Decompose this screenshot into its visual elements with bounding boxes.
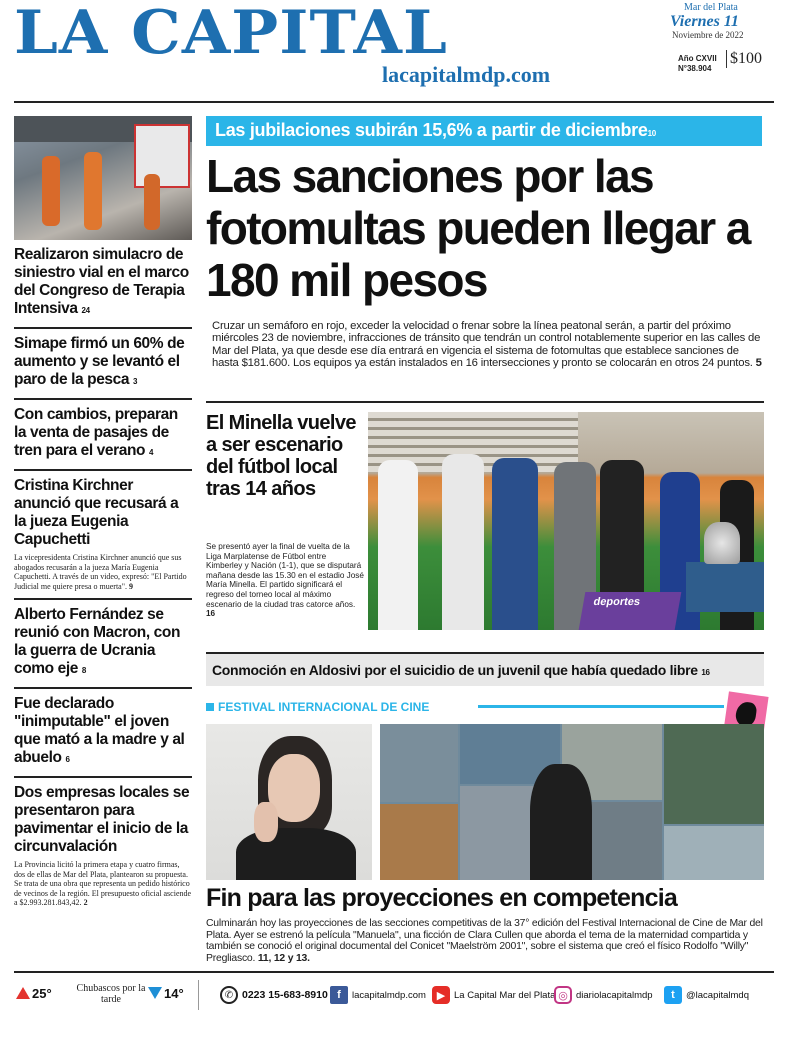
left-article-headline: Alberto Fernández se reunió con Macron, con la guerra de Ucrania como eje 8 [14, 606, 181, 677]
trophy-icon [704, 522, 740, 564]
left-article-headline: Realizaron simulacro de siniestro vial en el marco del Congreso de Terapia Intensiva 24 [14, 246, 189, 317]
date-month: Noviembre de 2022 [672, 30, 744, 40]
jubilaciones-banner[interactable] [206, 116, 762, 146]
instagram-handle: diariolacapitalmdp [576, 989, 653, 1001]
festival-rule [478, 705, 724, 708]
page-ref: 5 [755, 357, 762, 370]
page-ref: 3 [133, 377, 138, 386]
facebook-icon: f [330, 986, 348, 1004]
left-article-body: La vicepresidenta Cristina Kirchner anunció que sus abogados recusarán a la jueza María Eugenia Capuchetti. A través de un video, expresó: "El Partido Judicial me quiere presa o muerta". 9 [14, 553, 187, 591]
page-ref: 16 [206, 609, 216, 619]
temp-min: 14° [148, 986, 184, 1001]
price: $100 [726, 50, 762, 68]
masthead-divider [14, 101, 774, 103]
page-ref: 11, 12 y 13. [257, 952, 310, 964]
facebook-handle: lacapitalmdp.com [352, 989, 426, 1001]
left-article-headline: Dos empresas locales se presentaron para pavimentar el inicio de la circunvalación [14, 784, 190, 855]
date-city: Mar del Plata [684, 2, 738, 13]
aldosivi-text: Conmoción en Aldosivi por el suicidio de un juvenil que había quedado libre 16 [212, 662, 710, 678]
page-ref: 2 [83, 898, 88, 907]
date-day: Viernes 11 [670, 13, 739, 30]
youtube-link[interactable] [432, 986, 555, 1004]
page-ref: 8 [81, 666, 86, 675]
page-ref: 4 [149, 448, 154, 457]
festival-headline[interactable]: Fin para las proyecciones en competencia [206, 884, 677, 912]
page-ref: 24 [81, 306, 90, 315]
site-url[interactable]: lacapitalmdp.com [382, 62, 551, 87]
instagram-link[interactable] [554, 986, 653, 1004]
minella-photo[interactable] [368, 412, 764, 630]
banner-text: Las jubilaciones subirán 15,6% a partir de diciembre10 [215, 120, 656, 140]
whatsapp-icon: ✆ [220, 986, 238, 1004]
left-column [14, 116, 192, 915]
left-article[interactable] [14, 471, 192, 600]
twitter-link[interactable] [664, 986, 749, 1004]
page-ref: 9 [129, 581, 133, 591]
left-article-headline: Fue declarado "inimputable" el joven que mató a la madre y al abuelo 6 [14, 695, 185, 766]
twitter-icon: t [664, 986, 682, 1004]
page-ref: 10 [647, 129, 656, 138]
portrait-photo[interactable] [206, 724, 372, 880]
left-article[interactable] [14, 600, 192, 689]
left-article-body: La Provincia licitó la primera etapa y cuatro firmas, dos de ellas de Mar del Plata, plantearon su propuesta. Se trata de una obra que representa un pedido histórico de vecinos de la región. El presupuesto oficial asciende a $2.993.281.843,42. 2 [14, 860, 192, 907]
photo-sign-text: deportes [592, 596, 642, 608]
left-article[interactable] [14, 400, 192, 471]
minella-headline[interactable]: El Minella vuelve a ser escenario del fútbol local tras 14 años [206, 412, 356, 500]
year-label: Año CXVII [678, 54, 717, 63]
twitter-handle: @lacapitalmdq [686, 989, 749, 1001]
main-headline[interactable]: Las sanciones por las fotomultas pueden llegar a 180 mil pesos [206, 150, 750, 306]
page-ref: 16 [701, 668, 710, 677]
masthead [0, 0, 790, 108]
arrow-down-icon [148, 987, 162, 999]
footer-divider [14, 971, 774, 973]
minella-body: Se presentó ayer la final de vuelta de la Liga Marplatense de Fútbol entre Kimberley y Nación (1-1), que se disputará mañana desde las 15.30 en el estadio José María Minella. El partido significará el regreso del torneo local al máximo escenario de la ciudad tras catorce años. 16 [206, 542, 364, 619]
instagram-icon: ◎ [554, 986, 572, 1004]
left-article[interactable] [14, 689, 192, 778]
page-ref: 6 [65, 755, 70, 764]
left-article[interactable] [14, 240, 192, 329]
issue-number: N°38.904 [678, 64, 712, 73]
festival-body: Culminarán hoy las proyecciones de las secciones competitivas de la 37° edición del Festival Internacional de Cine de Mar del Plata. Ayer se estrenó la película "Manuela", una ficción de Clara Cullen que aborda el tema de la maternidad compartida y también se conoció el original documental del Conicet "Maelström 2001", sobre el sistema que creó el físico Rodolfo "Willy" Pregliasco. 11, 12 y 13. [206, 918, 763, 964]
issue-block [678, 54, 717, 74]
left-article-headline: Cristina Kirchner anunció que recusará a la jueza Eugenia Capuchetti [14, 477, 179, 548]
left-article[interactable] [14, 778, 192, 915]
footer-separator [198, 980, 199, 1010]
weather-description: Chubascos por la tarde [76, 983, 146, 1005]
film-collage-photo[interactable] [380, 724, 764, 880]
left-article[interactable] [14, 329, 192, 400]
temp-max: 25° [16, 986, 52, 1001]
footer [14, 978, 774, 1014]
aldosivi-banner[interactable] [206, 652, 764, 686]
left-article-headline: Con cambios, preparan la venta de pasajes de tren para el verano 4 [14, 406, 178, 459]
simulacro-photo[interactable] [14, 116, 192, 240]
youtube-handle: La Capital Mar del Plata [454, 989, 556, 1001]
festival-section-label: FESTIVAL INTERNACIONAL DE CINE [206, 700, 429, 714]
youtube-icon: ▶ [432, 986, 450, 1004]
arrow-up-icon [16, 987, 30, 999]
newspaper-logo[interactable]: LA CAPITAL [14, 0, 448, 68]
date-block [670, 2, 782, 40]
whatsapp-number: 0223 15-683-8910 [242, 989, 328, 1001]
section-divider [206, 401, 764, 403]
left-article-headline: Simape firmó un 60% de aumento y se levantó el paro de la pesca 3 [14, 335, 185, 388]
main-lead: Cruzar un semáforo en rojo, exceder la velocidad o frenar sobre la línea peatonal serán, a partir del próximo miércoles 23 de noviembre, infracciones de tránsito que tendrán un control notablemente superior en las calles de Mar del Plata, ya que desde ese día entrará en vigencia el sistema de fotomultas que establece sanciones de hasta $181.600. Los equipos ya están instalados en 16 intersecciones y pronto se colocarán en otros 24 puntos. 5 [212, 320, 762, 370]
facebook-link[interactable] [330, 986, 426, 1004]
whatsapp-contact[interactable] [220, 986, 328, 1004]
square-bullet-icon [206, 703, 214, 711]
